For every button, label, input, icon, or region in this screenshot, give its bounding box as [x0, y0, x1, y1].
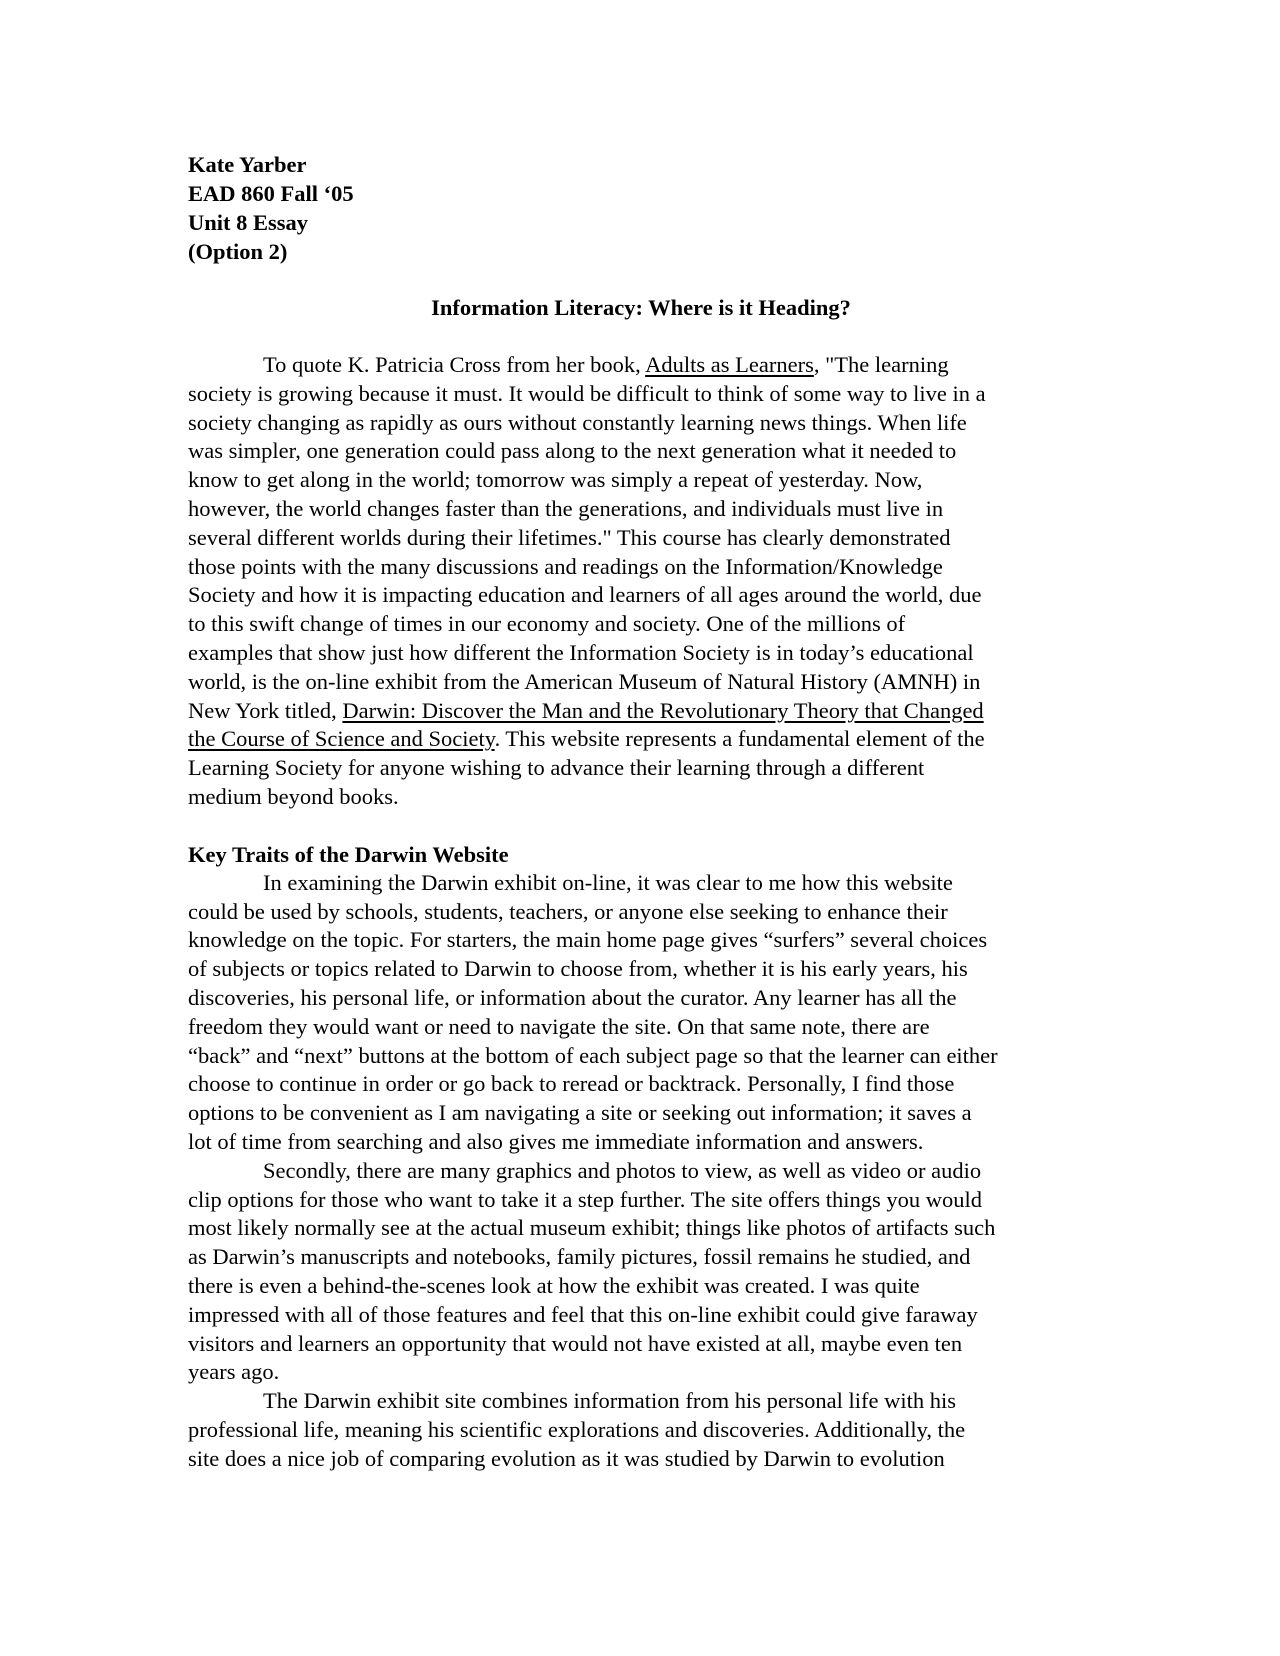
text-run: . This website represents a fundamental element of the: [494, 726, 985, 752]
body-paragraph-2: [188, 1157, 1094, 1387]
paragraph-line: most likely normally see at the actual museum exhibit; things like photos of artifacts such: [188, 1215, 996, 1241]
paragraph-line: freedom they would want or need to navigate the site. On that same note, there are: [188, 1013, 930, 1039]
paragraph-line: however, the world changes faster than the generations, and individuals must live in: [188, 495, 944, 521]
section-heading: Key Traits of the Darwin Website: [188, 841, 509, 867]
body-paragraph-3: [188, 1387, 1094, 1473]
body-paragraph-1: [188, 869, 1094, 1157]
paragraph-line: choose to continue in order or go back to reread or backtrack. Personally, I find those: [188, 1071, 955, 1097]
course-name: EAD 860 Fall ‘05: [188, 181, 354, 206]
paragraph-line: society is growing because it must. It would be difficult to think of some way to live in a: [188, 380, 986, 406]
assignment-name: Unit 8 Essay: [188, 210, 309, 235]
paragraph-line: visitors and learners an opportunity that would not have existed at all, maybe even ten: [188, 1330, 963, 1356]
paragraph-line: clip options for those who want to take it a step further. The site offers things you would: [188, 1186, 983, 1212]
paragraph-line: world, is the on-line exhibit from the American Museum of Natural History (AMNH) in: [188, 668, 981, 694]
book-title: Adults as Learners: [645, 352, 814, 377]
assignment-option: (Option 2): [188, 239, 288, 264]
paragraph-line: Society and how it is impacting education and learners of all ages around the world, due: [188, 582, 982, 608]
text-run: , "The learning: [813, 352, 949, 377]
intro-paragraph: [188, 351, 1094, 812]
paragraph-line: was simpler, one generation could pass along to the next generation what it needed to: [188, 438, 957, 464]
paragraph-line: options to be convenient as I am navigating a site or seeking out information; it saves a: [188, 1100, 972, 1126]
exhibit-title-continued: the Course of Science and Society: [188, 726, 495, 752]
paragraph-line: to this swift change of times in our economy and society. One of the millions of: [188, 611, 906, 637]
paragraph-line: those points with the many discussions and readings on the Information/Knowledge: [188, 553, 943, 579]
paragraph-line: professional life, meaning his scientific explorations and discoveries. Additionally, the: [188, 1416, 966, 1442]
paragraph-line: know to get along in the world; tomorrow was simply a repeat of yesterday. Now,: [188, 467, 923, 493]
paragraph-line: [188, 697, 1094, 726]
paragraph-line: knowledge on the topic. For starters, the main home page gives “surfers” several choices: [188, 927, 988, 953]
paragraph-line: examples that show just how different the Information Society is in today’s educational: [188, 639, 974, 665]
text-run: To quote K. Patricia Cross from her book,: [263, 352, 646, 377]
paragraph-line: Secondly, there are many graphics and photos to view, as well as video or audio: [263, 1157, 982, 1183]
essay-title: Information Literacy: Where is it Heading?: [431, 295, 851, 320]
paragraph-line: as Darwin’s manuscripts and notebooks, family pictures, fossil remains he studied, and: [188, 1244, 971, 1270]
text-run: New York titled,: [188, 697, 343, 723]
paragraph-line: site does a nice job of comparing evolution as it was studied by Darwin to evolution: [188, 1445, 945, 1471]
paragraph-line: The Darwin exhibit site combines information from his personal life with his: [263, 1388, 956, 1414]
paragraph-line: of subjects or topics related to Darwin to choose from, whether it is his early years, his: [188, 956, 968, 982]
document-content: [188, 150, 1094, 1473]
paragraph-line: Learning Society for anyone wishing to advance their learning through a different: [188, 755, 925, 781]
author-name: Kate Yarber: [188, 152, 307, 177]
paragraph-line: “back” and “next” buttons at the bottom of each subject page so that the learner can either: [188, 1042, 998, 1068]
paragraph-line: several different worlds during their lifetimes." This course has clearly demonstrated: [188, 524, 951, 550]
paragraph-line: medium beyond books.: [188, 783, 399, 809]
paragraph-line: years ago.: [188, 1359, 280, 1385]
paragraph-line: [188, 351, 1094, 380]
paragraph-line: society changing as rapidly as ours without constantly learning news things. When life: [188, 409, 967, 435]
paragraph-line: could be used by schools, students, teachers, or anyone else seeking to enhance their: [188, 898, 948, 924]
paragraph-line: there is even a behind-the-scenes look at how the exhibit was created. I was quite: [188, 1272, 920, 1298]
paragraph-line: lot of time from searching and also gives me immediate information and answers.: [188, 1128, 924, 1154]
exhibit-title: Darwin: Discover the Man and the Revolutionary Theory that Changed: [342, 697, 984, 723]
paragraph-line: impressed with all of those features and feel that this on-line exhibit could give faraway: [188, 1301, 978, 1327]
paragraph-line: In examining the Darwin exhibit on-line, it was clear to me how this website: [263, 869, 953, 895]
paragraph-line: [188, 725, 1094, 754]
paragraph-line: discoveries, his personal life, or information about the curator. Any learner has all the: [188, 984, 957, 1010]
